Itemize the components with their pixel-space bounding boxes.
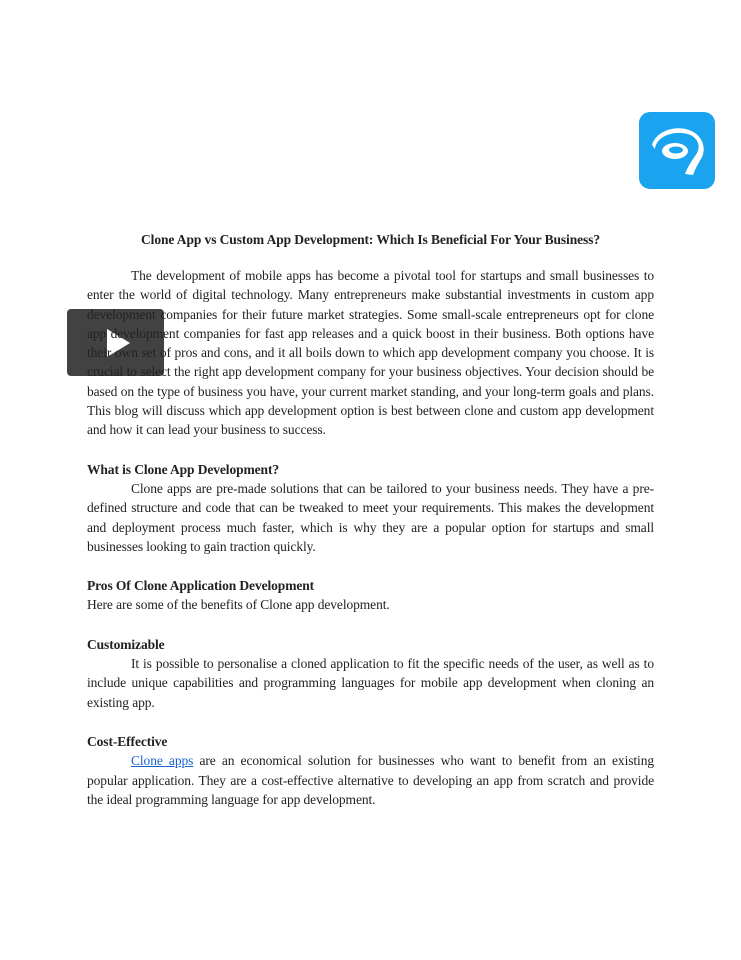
section-heading-cost-effective: Cost-Effective xyxy=(87,733,168,749)
section-body-cost-effective xyxy=(87,751,654,809)
brand-logo-icon xyxy=(647,121,707,181)
section-heading-what-is-clone: What is Clone App Development? xyxy=(87,461,280,477)
cost-effective-text: are an economical solution for businesses who want to benefit from an existing popular application. They are a cost-effective alternative to developing an app from scratch and provide the ideal programming language for app development. xyxy=(87,753,654,807)
document-title: Clone App vs Custom App Development: Which Is Beneficial For Your Business? xyxy=(141,232,600,247)
section-body-pros: Here are some of the benefits of Clone app development. xyxy=(87,597,390,613)
section-heading-customizable: Customizable xyxy=(87,636,165,652)
section-heading-pros: Pros Of Clone Application Development xyxy=(87,578,315,594)
clone-apps-link[interactable]: Clone apps xyxy=(131,753,194,769)
document-body xyxy=(87,230,654,809)
section-body-customizable: It is possible to personalise a cloned application to fit the specific needs of the user, as well as to include unique capabilities and programming languages for mobile app development when cloning an existing app. xyxy=(87,656,654,710)
section-body-what-is-clone: Clone apps are pre-made solutions that can be tailored to your business needs. They have a pre-defined structure and code that can be tweaked to meet your requirements. This makes the development and deployment process much faster, which is why they are a popular option for startups and small businesses looking to gain traction quickly. xyxy=(87,480,654,554)
brand-logo xyxy=(639,112,715,189)
intro-paragraph: The development of mobile apps has become a pivotal tool for startups and small businesses to enter the world of digital technology. Many entrepreneurs make substantial investments in custom app development companies for their future market strategies. Some small-scale entrepreneurs opt for clone app development companies for fast app releases and a quick boost in their business. Both options have their own set of pros and cons, and it all boils down to which app development company you choose. It is crucial to select the right app development company for your business objectives. Your decision should be based on the type of business you have, your current market standing, and your long-term goals and plans. This blog will discuss which app development option is best between clone and custom app development and how it can lead your business to success. xyxy=(87,268,654,438)
